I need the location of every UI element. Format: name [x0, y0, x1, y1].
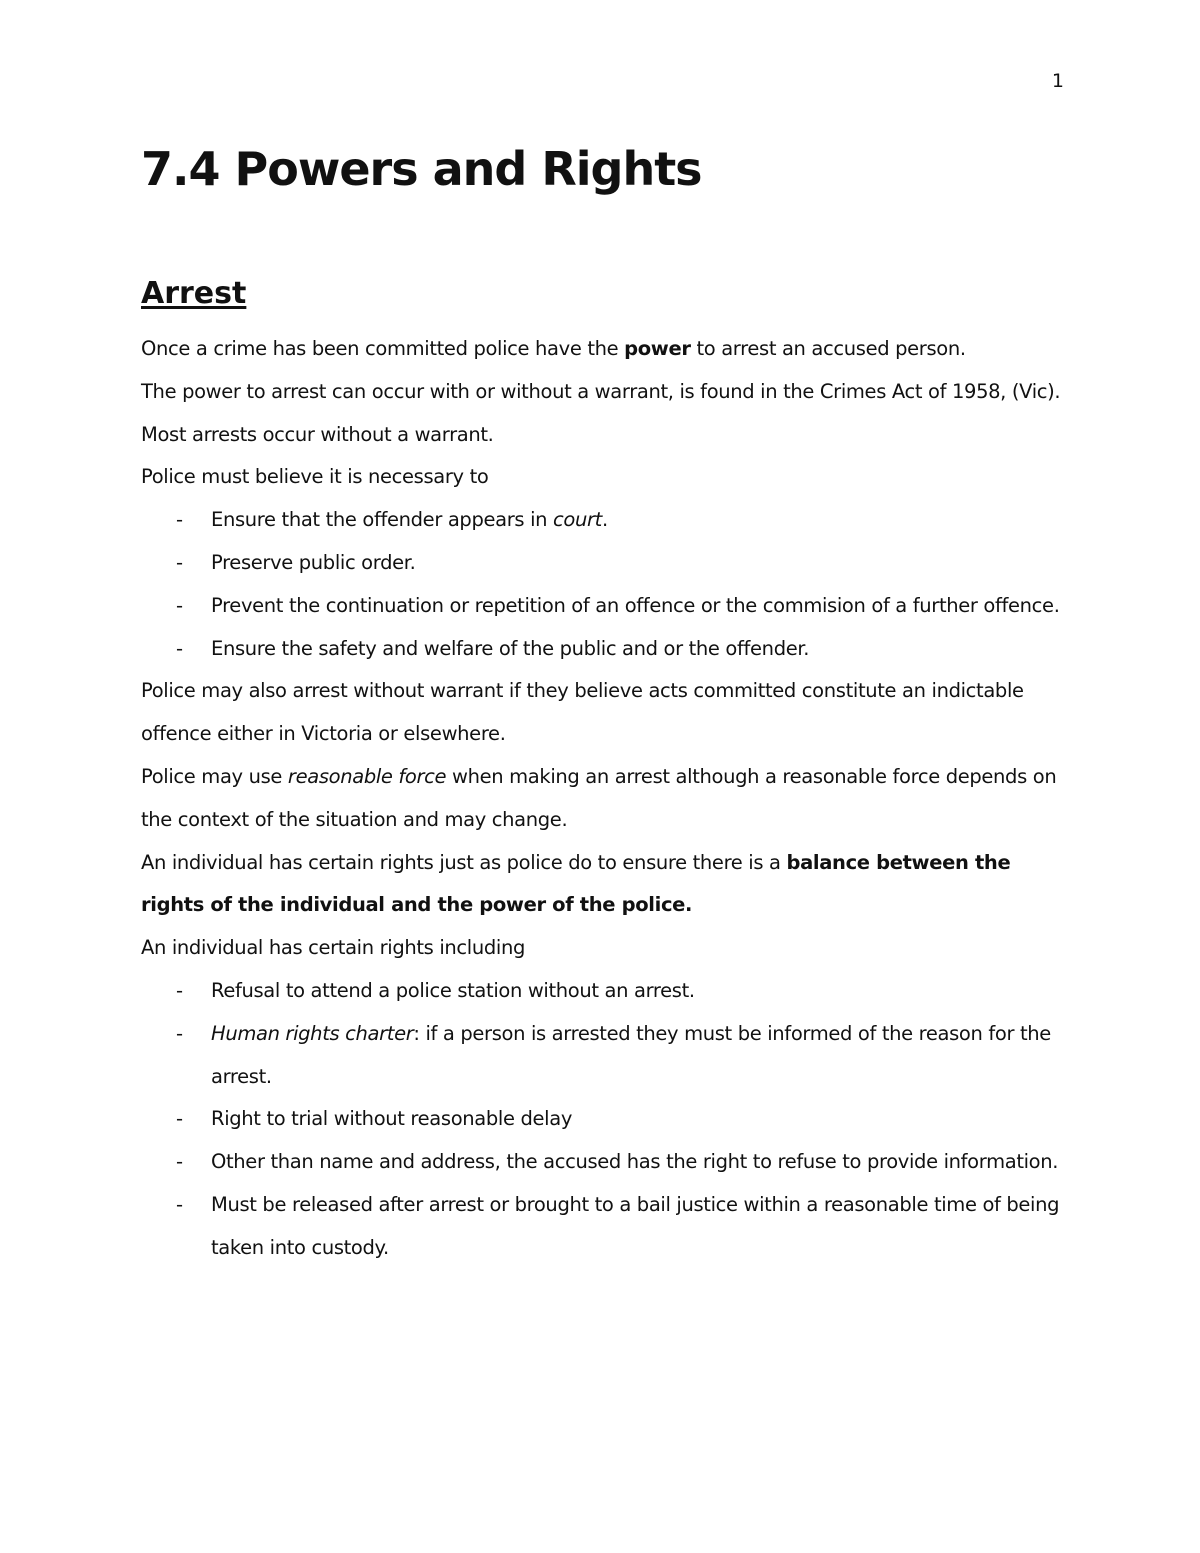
italic-text: Human rights charter — [211, 1021, 414, 1045]
list-item — [141, 970, 1071, 1013]
list-item — [141, 1013, 1071, 1099]
bold-text: balance between the rights of the individual and the power of the police. — [141, 850, 1011, 917]
paragraph-reasonable-force — [141, 756, 1071, 842]
text-run: when making an arrest although a reasonable force depends on the context of the situation and may change. — [141, 764, 1057, 831]
list-item — [141, 542, 1071, 585]
text-run: Other than name and address, the accused has the right to refuse to provide information. — [211, 1150, 1059, 1174]
list-dash: - — [176, 550, 183, 574]
paragraph-arrest-power — [141, 328, 1071, 371]
text-run: Right to trial without reasonable delay — [211, 1107, 573, 1131]
list-item — [141, 1184, 1071, 1270]
text-run: to arrest an accused person. — [690, 337, 966, 360]
list-dash: - — [176, 978, 183, 1002]
bold-text: power — [624, 337, 691, 360]
list-dash: - — [176, 593, 183, 617]
text-run: Once a crime has been committed police have the — [141, 337, 625, 360]
list-dash: - — [176, 1107, 183, 1131]
text-run: Prevent the continuation or repetition of an offence or the commision of a further offence. — [211, 593, 1060, 617]
text-run: Preserve public order. — [211, 550, 416, 574]
text-run: . — [601, 508, 608, 532]
list-item — [141, 1141, 1071, 1184]
list-individual-rights — [141, 970, 1071, 1270]
list-item — [141, 1098, 1071, 1141]
text-run: Police may use — [141, 764, 288, 788]
list-dash: - — [176, 1021, 183, 1045]
document-body — [141, 328, 1071, 1270]
paragraph-individual-rights: An individual has certain rights including — [141, 936, 525, 960]
section-heading-arrest: Arrest — [141, 276, 247, 311]
italic-text: court — [553, 508, 602, 532]
text-run: : if a person is arrested they must be informed of the reason for the arrest. — [211, 1021, 1051, 1088]
text-run: Ensure the safety and welfare of the public and or the offender. — [211, 636, 810, 660]
paragraph-police-must-believe: Police must believe it is necessary to — [141, 465, 489, 489]
text-run: An individual has certain rights just as police do to ensure there is a — [141, 850, 787, 874]
paragraph-warrant: The power to arrest can occur with or without a warrant, is found in the Crimes Act of 1958, (Vic). Most arrests occur without a warrant. — [141, 379, 1061, 446]
list-dash: - — [176, 1150, 183, 1174]
list-arrest-reasons — [141, 499, 1071, 670]
paragraph-indictable-offence: Police may also arrest without warrant if they believe acts committed constitute an indictable offence either in Victoria or elsewhere. — [141, 679, 1024, 746]
list-item — [141, 585, 1071, 628]
italic-text: reasonable force — [287, 764, 447, 788]
paragraph-balance — [141, 842, 1071, 928]
list-dash: - — [176, 508, 183, 532]
text-run: Ensure that the offender appears in — [211, 508, 553, 532]
list-item — [141, 499, 1071, 542]
list-dash: - — [176, 636, 183, 660]
list-dash: - — [176, 1192, 183, 1216]
page-number: 1 — [1051, 70, 1064, 92]
list-item — [141, 628, 1071, 671]
text-run: Refusal to attend a police station without an arrest. — [211, 978, 695, 1002]
text-run: Must be released after arrest or brought to a bail justice within a reasonable time of being taken into custody. — [211, 1192, 1060, 1259]
document-title: 7.4 Powers and Rights — [141, 142, 702, 196]
